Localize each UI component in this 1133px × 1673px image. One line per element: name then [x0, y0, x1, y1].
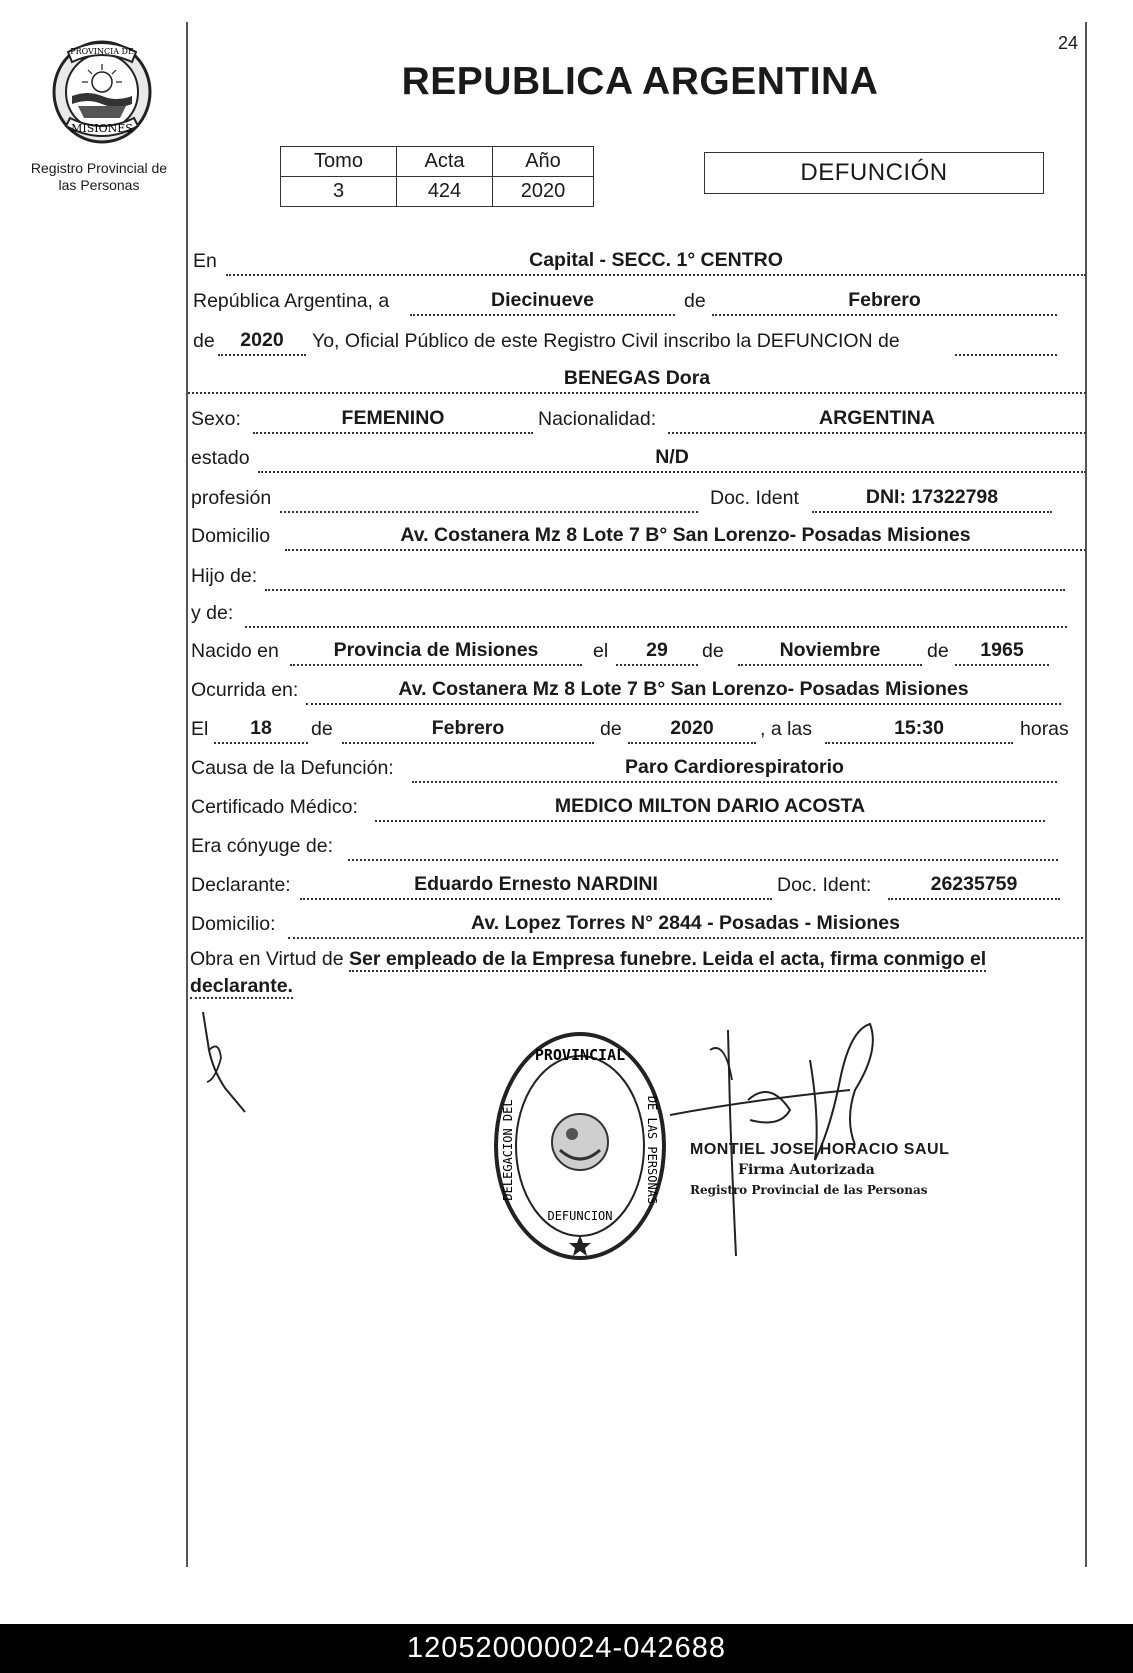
estado-label: estado [191, 447, 250, 469]
page-title: REPUBLICA ARGENTINA [401, 60, 879, 103]
causa-label: Causa de la Defunción: [191, 757, 394, 779]
domicilio-value: Av. Costanera Mz 8 Lote 7 B° San Lorenzo- Posadas Misiones [285, 523, 1086, 551]
obra-label: Obra en Virtud de [190, 948, 344, 970]
causa-value: Paro Cardiorespiratorio [412, 755, 1057, 783]
svg-text:MISIONES: MISIONES [71, 122, 133, 135]
acta-value: 424 [397, 177, 493, 207]
row-y-de [0, 600, 1133, 630]
misiones-seal-icon [48, 34, 156, 146]
hijo-de-label: Hijo de: [191, 565, 258, 587]
conyuge-label: Era cónyuge de: [191, 835, 334, 857]
acta-reference-table [280, 146, 594, 207]
oficial-role-1: Firma Autorizada [738, 1162, 875, 1178]
sexo-value: FEMENINO [253, 406, 533, 434]
en-label: En [193, 250, 217, 272]
row-causa [0, 755, 1133, 785]
row-estado [0, 445, 1133, 475]
row-declarante [0, 872, 1133, 902]
row-ocurrida [0, 677, 1133, 707]
oficial-authorization-block [690, 1140, 950, 1200]
horas-label: horas [1020, 718, 1069, 740]
row-en [0, 248, 1133, 278]
hijo-de-value [265, 563, 1065, 591]
tomo-header: Tomo [281, 147, 397, 177]
row-hijo-de [0, 563, 1133, 593]
ocurrida-value: Av. Costanera Mz 8 Lote 7 B° San Lorenzo- Posadas Misiones [306, 677, 1061, 705]
oficial-name: MONTIEL JOSE HORACIO SAUL [690, 1141, 950, 1158]
anio-header: Año [493, 147, 594, 177]
mes-value: Febrero [712, 288, 1057, 316]
oficial-role-2: Registro Provincial de las Personas [690, 1183, 928, 1197]
row-nombre [0, 366, 1133, 396]
svg-text:DEFUNCION: DEFUNCION [547, 1209, 613, 1223]
defuncion-mes-value: Febrero [342, 716, 594, 744]
certificado-label: Certificado Médico: [191, 796, 358, 818]
svg-text:PROVINCIAL: PROVINCIAL [534, 1046, 626, 1064]
anio-inscripcion-value: 2020 [218, 328, 306, 356]
row-certificado [0, 794, 1133, 824]
de-label-5: de [311, 718, 333, 740]
defuncion-hora-value: 15:30 [825, 716, 1013, 744]
inscribo-trailing-blank [955, 328, 1057, 356]
declarante-doc-value: 26235759 [888, 872, 1060, 900]
obra-value: Ser empleado de la Empresa funebre. Leida el acta, firma conmigo el declarante. [190, 948, 987, 997]
row-fecha-defuncion [0, 716, 1133, 746]
en-value: Capital - SECC. 1° CENTRO [226, 248, 1086, 276]
row-profesion [0, 485, 1133, 515]
page-number: 24 [1058, 33, 1079, 53]
declarante-value: Eduardo Ernesto NARDINI [300, 872, 772, 900]
nacionalidad-label: Nacionalidad: [538, 408, 657, 430]
registro-line-1: Registro Provincial de [30, 160, 168, 176]
row-nacido [0, 638, 1133, 668]
svg-text:DELEGACION DEL: DELEGACION DEL [501, 1099, 515, 1201]
dia-value: Diecinueve [410, 288, 675, 316]
row-fecha-inscripcion [0, 288, 1133, 318]
row-sexo [0, 406, 1133, 436]
de-label-3: de [702, 640, 724, 662]
y-de-value [245, 600, 1067, 628]
registro-line-2: las Personas [58, 177, 140, 193]
certificado-value: MEDICO MILTON DARIO ACOSTA [375, 794, 1045, 822]
nacionalidad-value: ARGENTINA [668, 406, 1086, 434]
de-label-4: de [927, 640, 949, 662]
de-label-2: de [193, 330, 215, 352]
nombre-value: BENEGAS Dora [188, 366, 1086, 394]
de-label-6: de [600, 718, 622, 740]
acta-header: Acta [397, 147, 493, 177]
doc-ident-label: Doc. Ident [710, 487, 799, 509]
a-las-label: , a las [760, 718, 813, 740]
registro-stamp-icon [490, 1030, 670, 1262]
row-inscribo [0, 328, 1133, 358]
profesion-label: profesión [191, 487, 272, 509]
declarante-label: Declarante: [191, 874, 291, 896]
sexo-label: Sexo: [191, 408, 241, 430]
document-type-box: DEFUNCIÓN [704, 152, 1044, 194]
nacido-label: Nacido en [191, 640, 279, 662]
row-domicilio [0, 523, 1133, 553]
nacimiento-anio-value: 1965 [955, 638, 1049, 666]
tomo-value: 3 [281, 177, 397, 207]
estado-value: N/D [258, 445, 1086, 473]
ocurrida-label: Ocurrida en: [191, 679, 299, 701]
republica-label: República Argentina, a [193, 290, 390, 312]
row-declarante-domicilio [0, 911, 1133, 941]
profesion-value [280, 485, 698, 513]
nacido-value: Provincia de Misiones [290, 638, 582, 666]
nacimiento-mes-value: Noviembre [738, 638, 922, 666]
domicilio-label: Domicilio [191, 525, 271, 547]
el-label: el [593, 640, 609, 662]
declarante-signature-icon [195, 1010, 265, 1115]
de-label-1: de [684, 290, 706, 312]
conyuge-value [348, 833, 1058, 861]
nacimiento-dia-value: 29 [616, 638, 698, 666]
declarante-doc-label: Doc. Ident: [777, 874, 872, 896]
defuncion-anio-value: 2020 [628, 716, 756, 744]
registro-provincial-label [14, 160, 184, 194]
row-conyuge [0, 833, 1133, 863]
inscribo-text: Yo, Oficial Público de este Registro Civil inscribo la DEFUNCION de [312, 330, 900, 352]
anio-value: 2020 [493, 177, 594, 207]
doc-ident-value: DNI: 17322798 [812, 485, 1052, 513]
declarante-domicilio-value: Av. Lopez Torres N° 2844 - Posadas - Misiones [288, 911, 1083, 939]
el-cap-label: El [191, 718, 209, 740]
obra-en-virtud [190, 946, 1080, 1000]
defuncion-dia-value: 18 [214, 716, 308, 744]
y-de-label: y de: [191, 602, 234, 624]
barcode-number-bar: 120520000024-042688 [0, 1624, 1133, 1673]
svg-text:DE LAS PERSONAS: DE LAS PERSONAS [645, 1095, 659, 1205]
svg-text:PROVINCIA DE: PROVINCIA DE [70, 47, 134, 56]
declarante-domicilio-label: Domicilio: [191, 913, 276, 935]
